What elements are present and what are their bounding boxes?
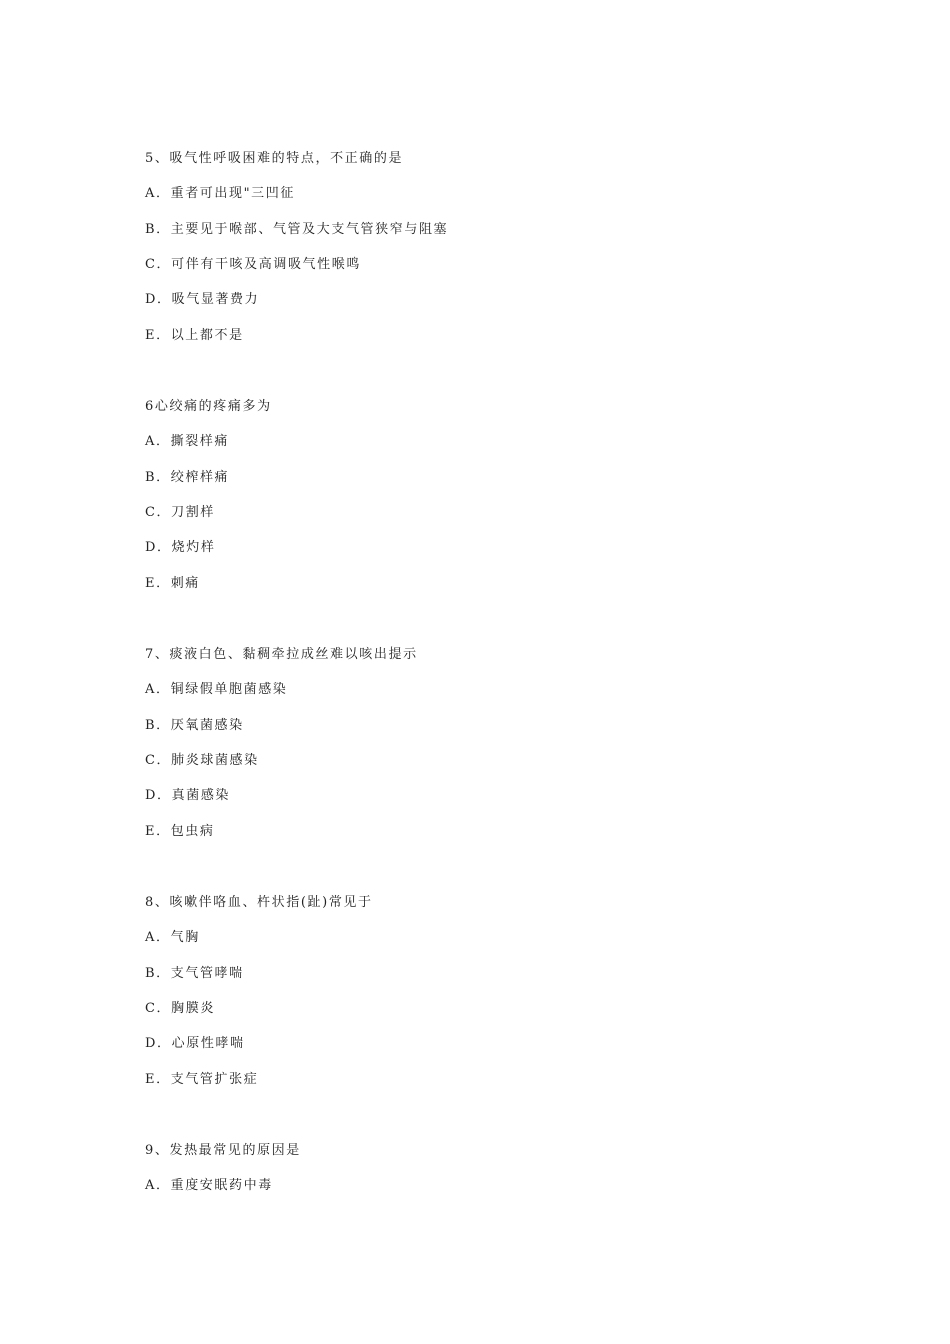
question-6-option-c: C．刀割样 — [145, 505, 215, 520]
question-7-option-d: D．真菌感染 — [145, 788, 231, 803]
question-6-option-e: E．刺痛 — [145, 576, 200, 591]
question-6-option-d: D．烧灼样 — [145, 540, 216, 555]
question-9-option-a: A．重度安眠药中毒 — [145, 1178, 273, 1193]
question-6-stem: 6心绞痛的疼痛多为 — [145, 399, 272, 414]
question-9-stem: 9、发热最常见的原因是 — [145, 1143, 301, 1158]
question-5-option-c: C．可伴有干咳及高调吸气性喉鸣 — [145, 257, 361, 272]
question-6-option-b: B．绞榨样痛 — [145, 470, 230, 485]
question-8-option-e: E．支气管扩张症 — [145, 1072, 259, 1087]
question-5-option-a: A．重者可出现"三凹征 — [145, 186, 295, 201]
question-7-option-e: E．包虫病 — [145, 824, 215, 839]
question-7-option-b: B．厌氧菌感染 — [145, 718, 244, 733]
question-5-option-d: D．吸气显著费力 — [145, 292, 260, 307]
question-7-option-a: A．铜绿假单胞菌感染 — [145, 682, 288, 697]
question-8-option-d: D．心原性哮喘 — [145, 1036, 245, 1051]
question-5-option-b: B．主要见于喉部、气管及大支气管狭窄与阻塞 — [145, 222, 449, 237]
question-8-option-b: B．支气管哮喘 — [145, 966, 244, 981]
question-5-option-e: E．以上都不是 — [145, 328, 244, 343]
question-8-option-a: A．气胸 — [145, 930, 200, 945]
question-7-option-c: C．肺炎球菌感染 — [145, 753, 259, 768]
question-7-stem: 7、痰液白色、黏稠牵拉成丝难以咳出提示 — [145, 647, 418, 662]
question-8-stem: 8、咳嗽伴咯血、杵状指(趾)常见于 — [145, 895, 373, 910]
question-5-stem: 5、吸气性呼吸困难的特点，不正确的是 — [145, 151, 404, 166]
question-6-option-a: A．撕裂样痛 — [145, 434, 229, 449]
question-8-option-c: C．胸膜炎 — [145, 1001, 215, 1016]
